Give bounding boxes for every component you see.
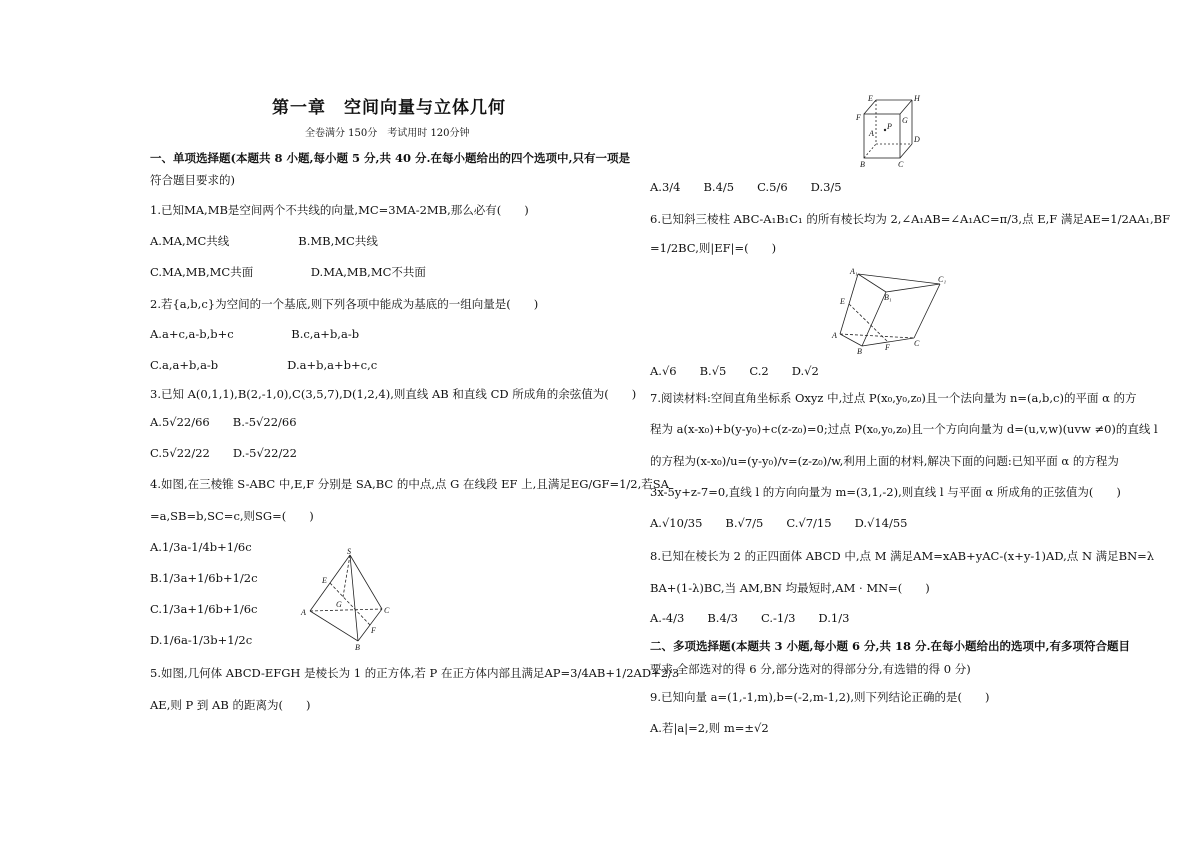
fig-label: A — [869, 129, 874, 138]
question-1-options-cd: C.MA,MB,MC共面 D.MA,MB,MC不共面 — [150, 265, 426, 279]
cube-figure — [852, 92, 924, 170]
pyramid-figure — [298, 545, 398, 655]
question-8-options: A.-4/3 B.4/3 C.-1/3 D.1/3 — [650, 611, 850, 625]
question-9: 9.已知向量 a=(1,-1,m),b=(-2,m-1,2),则下列结论正确的是( ) — [650, 690, 990, 704]
question-8: 8.已知在棱长为 2 的正四面体 ABCD 中,点 M 满足AM=xAB+yAC-(x+y-1)AD,点 N 满足BN=λ — [650, 549, 1155, 563]
question-3: 3.已知 A(0,1,1),B(2,-1,0),C(3,5,7),D(1,2,4),则直线 AB 和直线 CD 所成角的余弦值为( ) — [150, 387, 637, 401]
fig-label: A₁ — [850, 267, 858, 276]
question-2: 2.若{a,b,c}为空间的一个基底,则下列各项中能成为基底的一组向量是( ) — [150, 297, 539, 311]
question-8-cont: BA+(1-λ)BC,当 AM,BN 均最短时,AM · MN=( ) — [650, 581, 930, 595]
question-7: 7.阅读材料:空间直角坐标系 Oxyz 中,过点 P(x₀,y₀,z₀)且一个法向量为 n=(a,b,c)的平面 α 的方 — [650, 391, 1137, 405]
question-9-option-a: A.若|a|=2,则 m=±√2 — [650, 721, 769, 735]
question-6-cont: =1/2BC,则|EF|=( ) — [650, 241, 777, 255]
question-4-option-c: C.1/3a+1/6b+1/6c — [150, 602, 258, 616]
question-7-options: A.√10/35 B.√7/5 C.√7/15 D.√14/55 — [650, 516, 908, 530]
page-subtitle: 全卷满分 150分 考试用时 120分钟 — [305, 128, 470, 139]
question-3-options-cd: C.5√22/22 D.-5√22/22 — [150, 446, 297, 460]
question-4-option-a: A.1/3a-1/4b+1/6c — [150, 540, 252, 554]
question-2-options-cd: C.a,a+b,a-b D.a+b,a+b+c,c — [150, 358, 378, 372]
question-4: 4.如图,在三棱锥 S-ABC 中,E,F 分别是 SA,BC 的中点,点 G 在线段 EF 上,且满足EG/GF=1/2,若SA — [150, 477, 669, 491]
fig-label: E — [868, 94, 873, 103]
fig-label: B₁ — [884, 293, 892, 302]
fig-label: B — [355, 643, 360, 652]
fig-label: B — [857, 347, 862, 356]
question-6: 6.已知斜三棱柱 ABC-A₁B₁C₁ 的所有棱长均为 2,∠A₁AB=∠A₁AC=π/3,点 E,F 满足AE=1/2AA₁,BF — [650, 212, 1171, 226]
fig-label: E — [840, 297, 845, 306]
fig-label: H — [914, 94, 920, 103]
fig-label: D — [914, 135, 920, 144]
fig-label: C — [384, 606, 390, 615]
fig-label: F — [371, 626, 376, 635]
question-1-options-ab: A.MA,MC共线 B.MB,MC共线 — [150, 234, 378, 248]
question-5-options: A.3/4 B.4/5 C.5/6 D.3/5 — [650, 180, 842, 194]
section-heading-cont: 符合题目要求的) — [150, 173, 235, 187]
fig-label: E — [322, 576, 327, 585]
question-3-options-ab: A.5√22/66 B.-5√22/66 — [150, 415, 297, 429]
fig-label: F — [856, 113, 861, 122]
fig-label: A — [301, 608, 306, 617]
section-heading-2-cont: 要求,全部选对的得 6 分,部分选对的得部分分,有选错的得 0 分) — [650, 662, 971, 676]
question-7-cont-3: 3x-5y+z-7=0,直线 l 的方向向量为 m=(3,1,-2),则直线 l 与平面 α 所成角的正弦值为( ) — [650, 485, 1121, 499]
question-5: 5.如图,几何体 ABCD-EFGH 是棱长为 1 的正方体,若 P 在正方体内部且满足AP=3/4AB+1/2AD+2/3 — [150, 666, 680, 680]
question-6-options: A.√6 B.√5 C.2 D.√2 — [650, 364, 819, 378]
question-7-cont-1: 程为 a(x-x₀)+b(y-y₀)+c(z-z₀)=0;过点 P(x₀,y₀,z₀)且一个方向向量为 d=(u,v,w)(uvw ≠0)的直线 l — [650, 422, 1158, 436]
fig-label: A — [832, 331, 837, 340]
fig-label: S — [347, 547, 351, 556]
question-5-cont: AE,则 P 到 AB 的距离为( ) — [150, 698, 311, 712]
fig-label: P — [887, 122, 892, 131]
section-heading-2: 二、多项选择题(本题共 3 小题,每小题 6 分,共 18 分.在每小题给出的选项中,有多项符合题目 — [650, 639, 1130, 653]
question-1: 1.已知MA,MB是空间两个不共线的向量,MC=3MA-2MB,那么必有( ) — [150, 203, 529, 217]
fig-label: F — [885, 343, 890, 352]
question-4-cont: =a,SB=b,SC=c,则SG=( ) — [150, 509, 314, 523]
question-4-option-d: D.1/6a-1/3b+1/2c — [150, 633, 253, 647]
fig-label: G — [336, 600, 342, 609]
prism-figure — [828, 264, 952, 356]
section-heading: 一、单项选择题(本题共 8 小题,每小题 5 分,共 40 分.在每小题给出的四个选项中,只有一项是 — [150, 151, 630, 165]
fig-label: C — [898, 160, 904, 169]
question-7-cont-2: 的方程为(x-x₀)/u=(y-y₀)/v=(z-z₀)/w,利用上面的材料,解决下面的问题:已知平面 α 的方程为 — [650, 454, 1119, 468]
question-2-options-ab: A.a+c,a-b,b+c B.c,a+b,a-b — [150, 327, 360, 341]
question-4-option-b: B.1/3a+1/6b+1/2c — [150, 571, 258, 585]
fig-label: C — [914, 339, 920, 348]
fig-label: C₁ — [938, 275, 947, 284]
page-title: 第一章 空间向量与立体几何 — [272, 98, 506, 118]
fig-label: B — [860, 160, 865, 169]
fig-label: G — [902, 116, 908, 125]
